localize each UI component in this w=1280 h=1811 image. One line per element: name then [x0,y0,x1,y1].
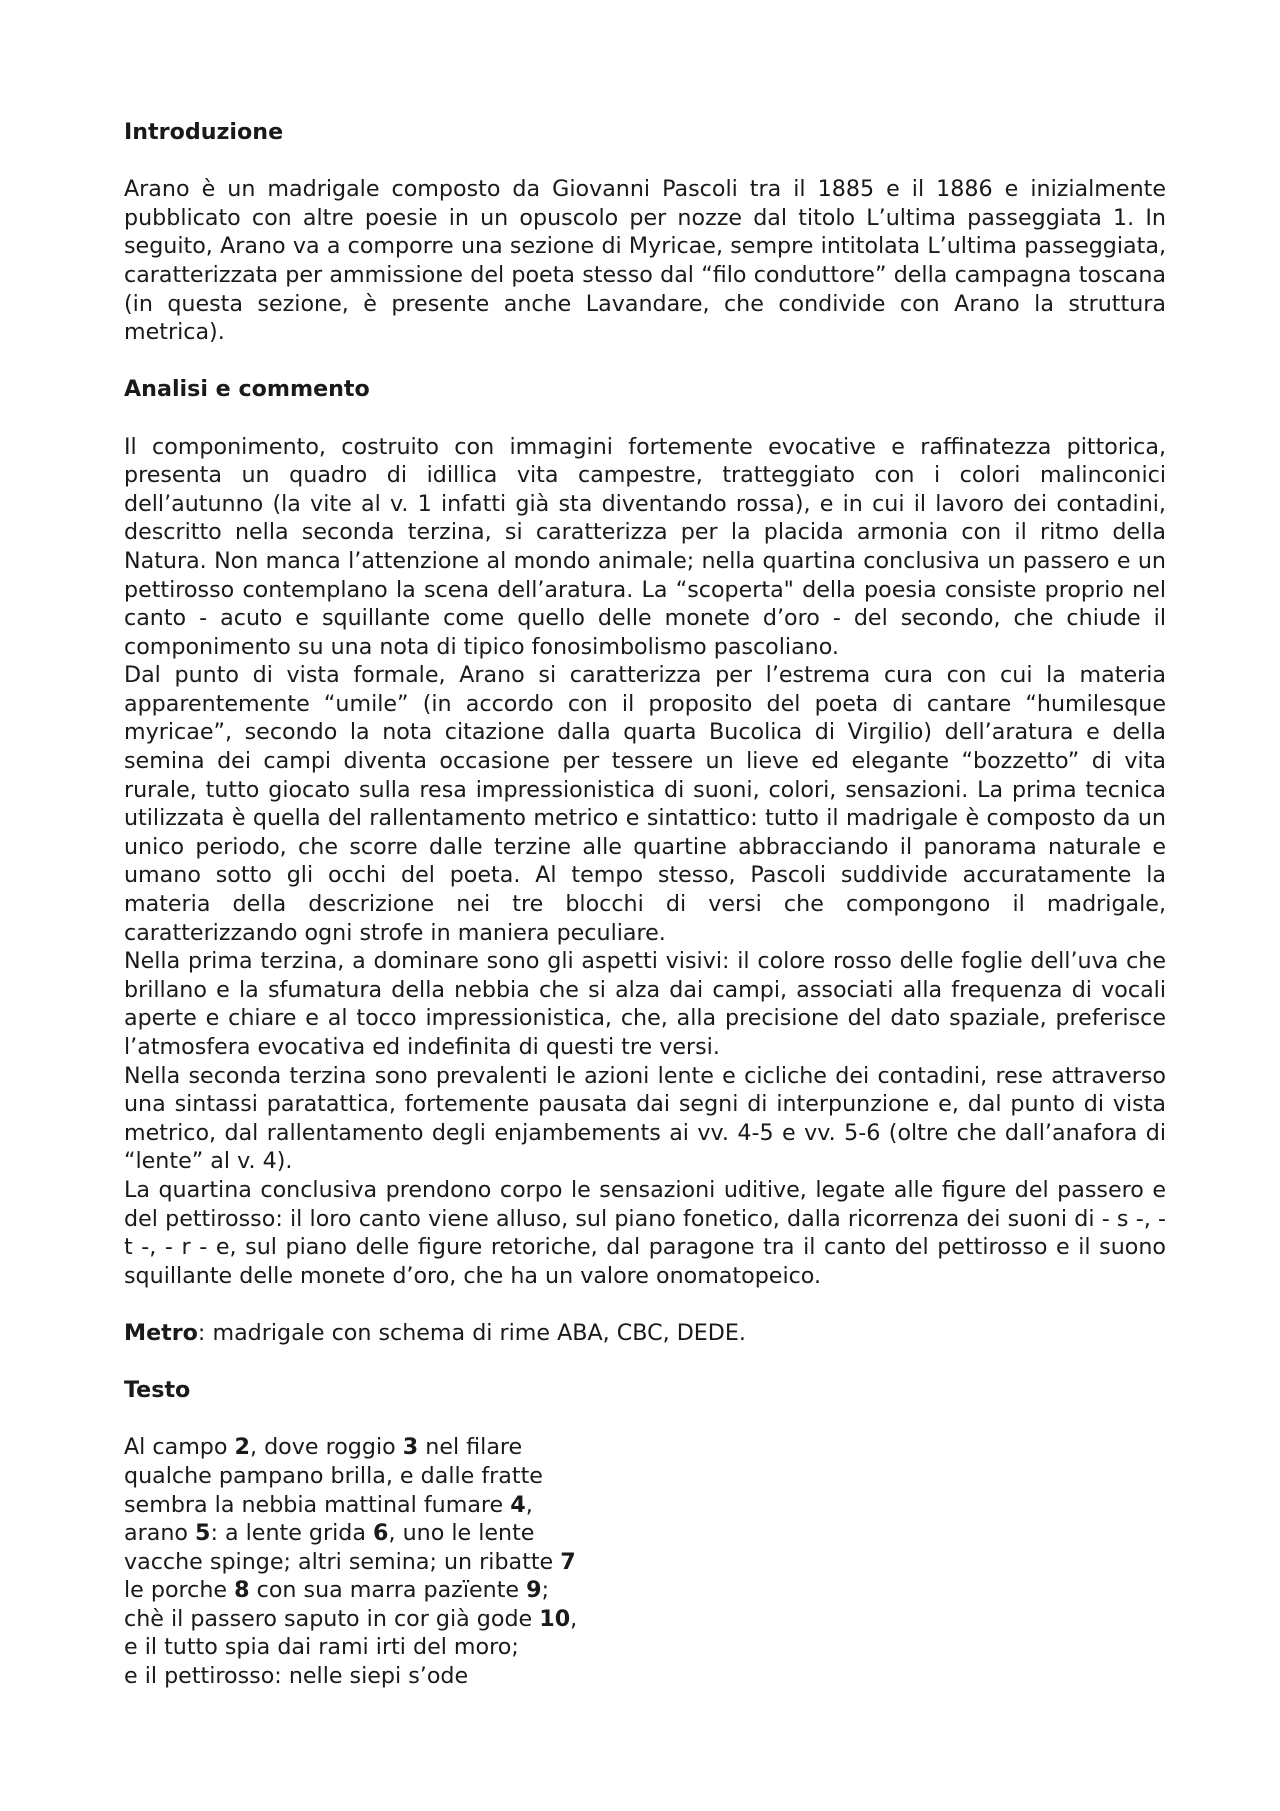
analysis-heading: Analisi e commento [124,376,370,403]
analysis-paragraph-4: Nella seconda terzina sono prevalenti le azioni lente e cicliche dei contadini, rese attraverso una sintassi paratattica, fortemente pausata dai segni di interpunzione e, dal punto di vista metrico, dal rallentamento degli enjambements ai vv. 4-5 e vv. 5-6 (oltre che dall’anafora di “lente” al v. 4). [124,1062,1166,1175]
intro-heading: Introduzione [124,119,284,145]
intro-paragraph: Arano è un madrigale composto da Giovanni Pascoli tra il 1885 e il 1886 e inizialmente pubblicato con altre poesie in un opuscolo per nozze dal titolo L’ultima passeggiata 1. In seguito, Arano va a comporre una sezione di Myricae, sempre intitolata L’ultima passeggiata, caratterizzata per ammissione del poeta stesso dal “filo conduttore” della campagna toscana (in questa sezione, è presente anche Lavandare, che condivide con Arano la struttura metrica). [124,176,1166,346]
metro-line [124,1319,1166,1348]
poem-line: arano 5: a lente grida 6, uno le lente [124,1520,535,1547]
poem-line: sembra la nebbia mattinal fumare 4, [124,1491,533,1518]
text-heading: Testo [124,1377,191,1404]
analysis-paragraph-1: Il componimento, costruito con immagini fortemente evocative e raffinatezza pittorica, presenta un quadro di idillica vita campestre, tratteggiato con i colori malinconici dell’autunno (la vite al v. 1 infatti già sta diventando rossa), e in cui il lavoro dei contadini, descritto nella seconda terzina, si caratterizza per la placida armonia con il ritmo della Natura. Non manca l’attenzione al mondo animale; nella quartina conclusiva un passero e un pettirosso contemplano la scena dell’aratura. La “scoperta" della poesia consiste proprio nel canto - acuto e squillante come quello delle monete d’oro - del secondo, che chiude il componimento su una nota di tipico fonosimbolismo pascoliano. [124,433,1166,660]
poem-line: e il tutto spia dai rami irti del moro; [124,1634,519,1661]
analysis-paragraph-3: Nella prima terzina, a dominare sono gli aspetti visivi: il colore rosso delle foglie dell’uva che brillano e la sfumatura della nebbia che si alza dai campi, associati alla frequenza di vocali aperte e chiare e al tocco impressionistica, che, alla precisione del dato spaziale, preferisce l’atmosfera evocativa ed indefinita di questi tre versi. [124,948,1166,1060]
spacer [124,1290,1166,1319]
spacer [124,1348,1166,1377]
poem-line: chè il passero saputo in cor già gode 10, [124,1605,578,1632]
poem [124,1433,1166,1690]
metro-label: Metro [124,1319,198,1346]
spacer [124,1405,1166,1434]
spacer [124,147,1166,176]
poem-line: le porche 8 con sua marra pazïente 9; [124,1577,550,1604]
spacer [124,404,1166,433]
poem-line: e il pettirosso: nelle siepi s’ode [124,1663,469,1690]
spacer [124,347,1166,376]
analysis-paragraph-2: Dal punto di vista formale, Arano si caratterizza per l’estrema cura con cui la materia apparentemente “umile” (in accordo con il proposito del poeta di cantare “humilesque myricae”, secondo la nota citazione dalla quarta Bucolica di Virgilio) dell’aratura e della semina dei campi diventa occasione per tessere un lieve ed elegante “bozzetto” di vita rurale, tutto giocato sulla resa impressionistica di suoni, colori, sensazioni. La prima tecnica utilizzata è quella del rallentamento metrico e sintattico: tutto il madrigale è composto da un unico periodo, che scorre dalle terzine alle quartine abbracciando il panorama naturale e umano sotto gli occhi del poeta. Al tempo stesso, Pascoli suddivide accuratamente la materia della descrizione nei tre blocchi di versi che compongono il madrigale, caratterizzando ogni strofe in maniera peculiare. [124,662,1166,946]
document-page [124,118,1166,1691]
poem-line: Al campo 2, dove roggio 3 nel filare [124,1434,523,1461]
metro-text: : madrigale con schema di rime ABA, CBC, DEDE. [197,1319,746,1346]
poem-line: vacche spinge; altri semina; un ribatte 7 [124,1548,576,1575]
analysis-paragraph-5: La quartina conclusiva prendono corpo le sensazioni uditive, legate alle figure del passero e del pettirosso: il loro canto viene alluso, sul piano fonetico, dalla ricorrenza dei suoni di - s -, - t -, - r - e, sul piano delle figure retoriche, dal paragone tra il canto del pettirosso e il suono squillante delle monete d’oro, che ha un valore onomatopeico. [124,1176,1166,1289]
poem-line: qualche pampano brilla, e dalle fratte [124,1462,543,1489]
